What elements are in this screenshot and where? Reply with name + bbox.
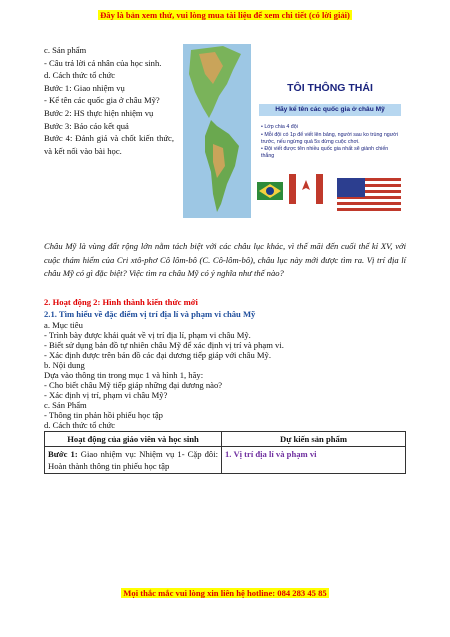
text-line: Dựa vào thông tin trong mục 1 và hình 1, hãy: xyxy=(44,370,204,380)
warmup-section xyxy=(44,44,174,157)
text-line: - Xác định được trên bản đồ các đại dương tiếp giáp với châu Mỹ. xyxy=(44,350,271,360)
text-line: Bước 3: Báo cáo kết quả xyxy=(44,120,129,131)
section-heading: 2.1. Tìm hiểu về đặc điểm vị trí địa lí và phạm vi châu Mỹ xyxy=(44,309,256,319)
game-title: TÔI THÔNG THÁI xyxy=(287,82,373,94)
table-cell: Bước 1: Giao nhiệm vụ: Nhiệm vụ 1- Cặp đôi: Hoàn thành thông tin phiếu học tập xyxy=(45,447,222,474)
quiz-game-slide xyxy=(255,82,405,220)
list-item: • Lớp chia 4 đội xyxy=(261,124,298,130)
list-item: • Mỗi đội có 1p để viết lên bảng, người sau ko trùng người trước, nếu ngừng quá 5s dừng cuộc chơi. xyxy=(261,131,398,145)
americas-map-image xyxy=(183,44,251,218)
text-line: d. Cách thức tổ chức xyxy=(44,70,116,81)
text-line: - Xác định vị trí, phạm vi châu Mỹ? xyxy=(44,390,168,400)
table-header: Hoạt động của giáo viên và học sinh xyxy=(45,432,222,447)
text-line: d. Cách thức tổ chức xyxy=(44,420,116,430)
table-row xyxy=(45,447,406,474)
hotline-banner: Mọi thắc mắc vui lòng xin liên hệ hotline: 084 283 45 85 xyxy=(123,588,327,598)
text-line: - Thông tin phản hồi phiếu học tập xyxy=(44,410,163,420)
table-header: Dự kiến sản phẩm xyxy=(222,432,406,447)
activity-heading: 2. Hoạt động 2: Hình thành kiến thức mới xyxy=(44,297,198,307)
text-line: c. Sản Phẩm xyxy=(44,400,87,410)
intro-paragraph: Châu Mỹ là vùng đất rộng lớn nằm tách biệt với các châu lục khác, vì thế mãi đến cuối thế kỉ XV, với cuộc thám hiểm của Cri xtô-phơ Cô lôm-bô (C. Cô-lôm-bô), châu lục này mới được tìm ra. Vị trí địa lí châu Mỹ có gì đặc biệt? Việc tìm ra châu Mỹ có ý nghĩa như thế nào? xyxy=(44,241,406,279)
text-line: - Biết sử dụng bản đồ tự nhiên châu Mỹ để xác định vị trí và phạm vi. xyxy=(44,340,284,350)
game-subtitle: Hãy kể tên các quốc gia ở châu Mỹ xyxy=(259,104,401,116)
preview-banner: Đây là bản xem thử, vui lòng mua tài liệu để xem chi tiết (có lời giải) xyxy=(100,10,350,20)
text-line: - Trình bày được khái quát về vị trí địa lí, phạm vi châu Mỹ. xyxy=(44,330,251,340)
table-cell: 1. Vị trí địa lí và phạm vi xyxy=(222,447,406,474)
list-item: • Đội viết được tên nhiều quốc gia nhất sẽ giành chiến thắng xyxy=(261,146,389,160)
text-line: c. Sản phẩm xyxy=(44,45,87,55)
text-line: - Cho biết châu Mỹ tiếp giáp những đại dương nào? xyxy=(44,380,223,390)
activity-table xyxy=(44,431,406,474)
text-line: Bước 1: Giao nhiệm vụ xyxy=(44,82,125,93)
text-line: a. Mục tiêu xyxy=(44,320,83,330)
game-rules xyxy=(261,124,401,161)
flags-illustration xyxy=(255,170,405,218)
text-line: b. Nội dung xyxy=(44,360,85,370)
text-line: - Câu trả lời cá nhân của học sinh. xyxy=(44,57,162,68)
text-line: Bước 4: Đánh giá và chốt kiến thức, và kết nối vào bài học. xyxy=(44,133,174,156)
text-line: Bước 2: HS thực hiện nhiệm vụ xyxy=(44,107,154,118)
text-line: - Kể tên các quốc gia ở châu Mỹ? xyxy=(44,95,160,106)
